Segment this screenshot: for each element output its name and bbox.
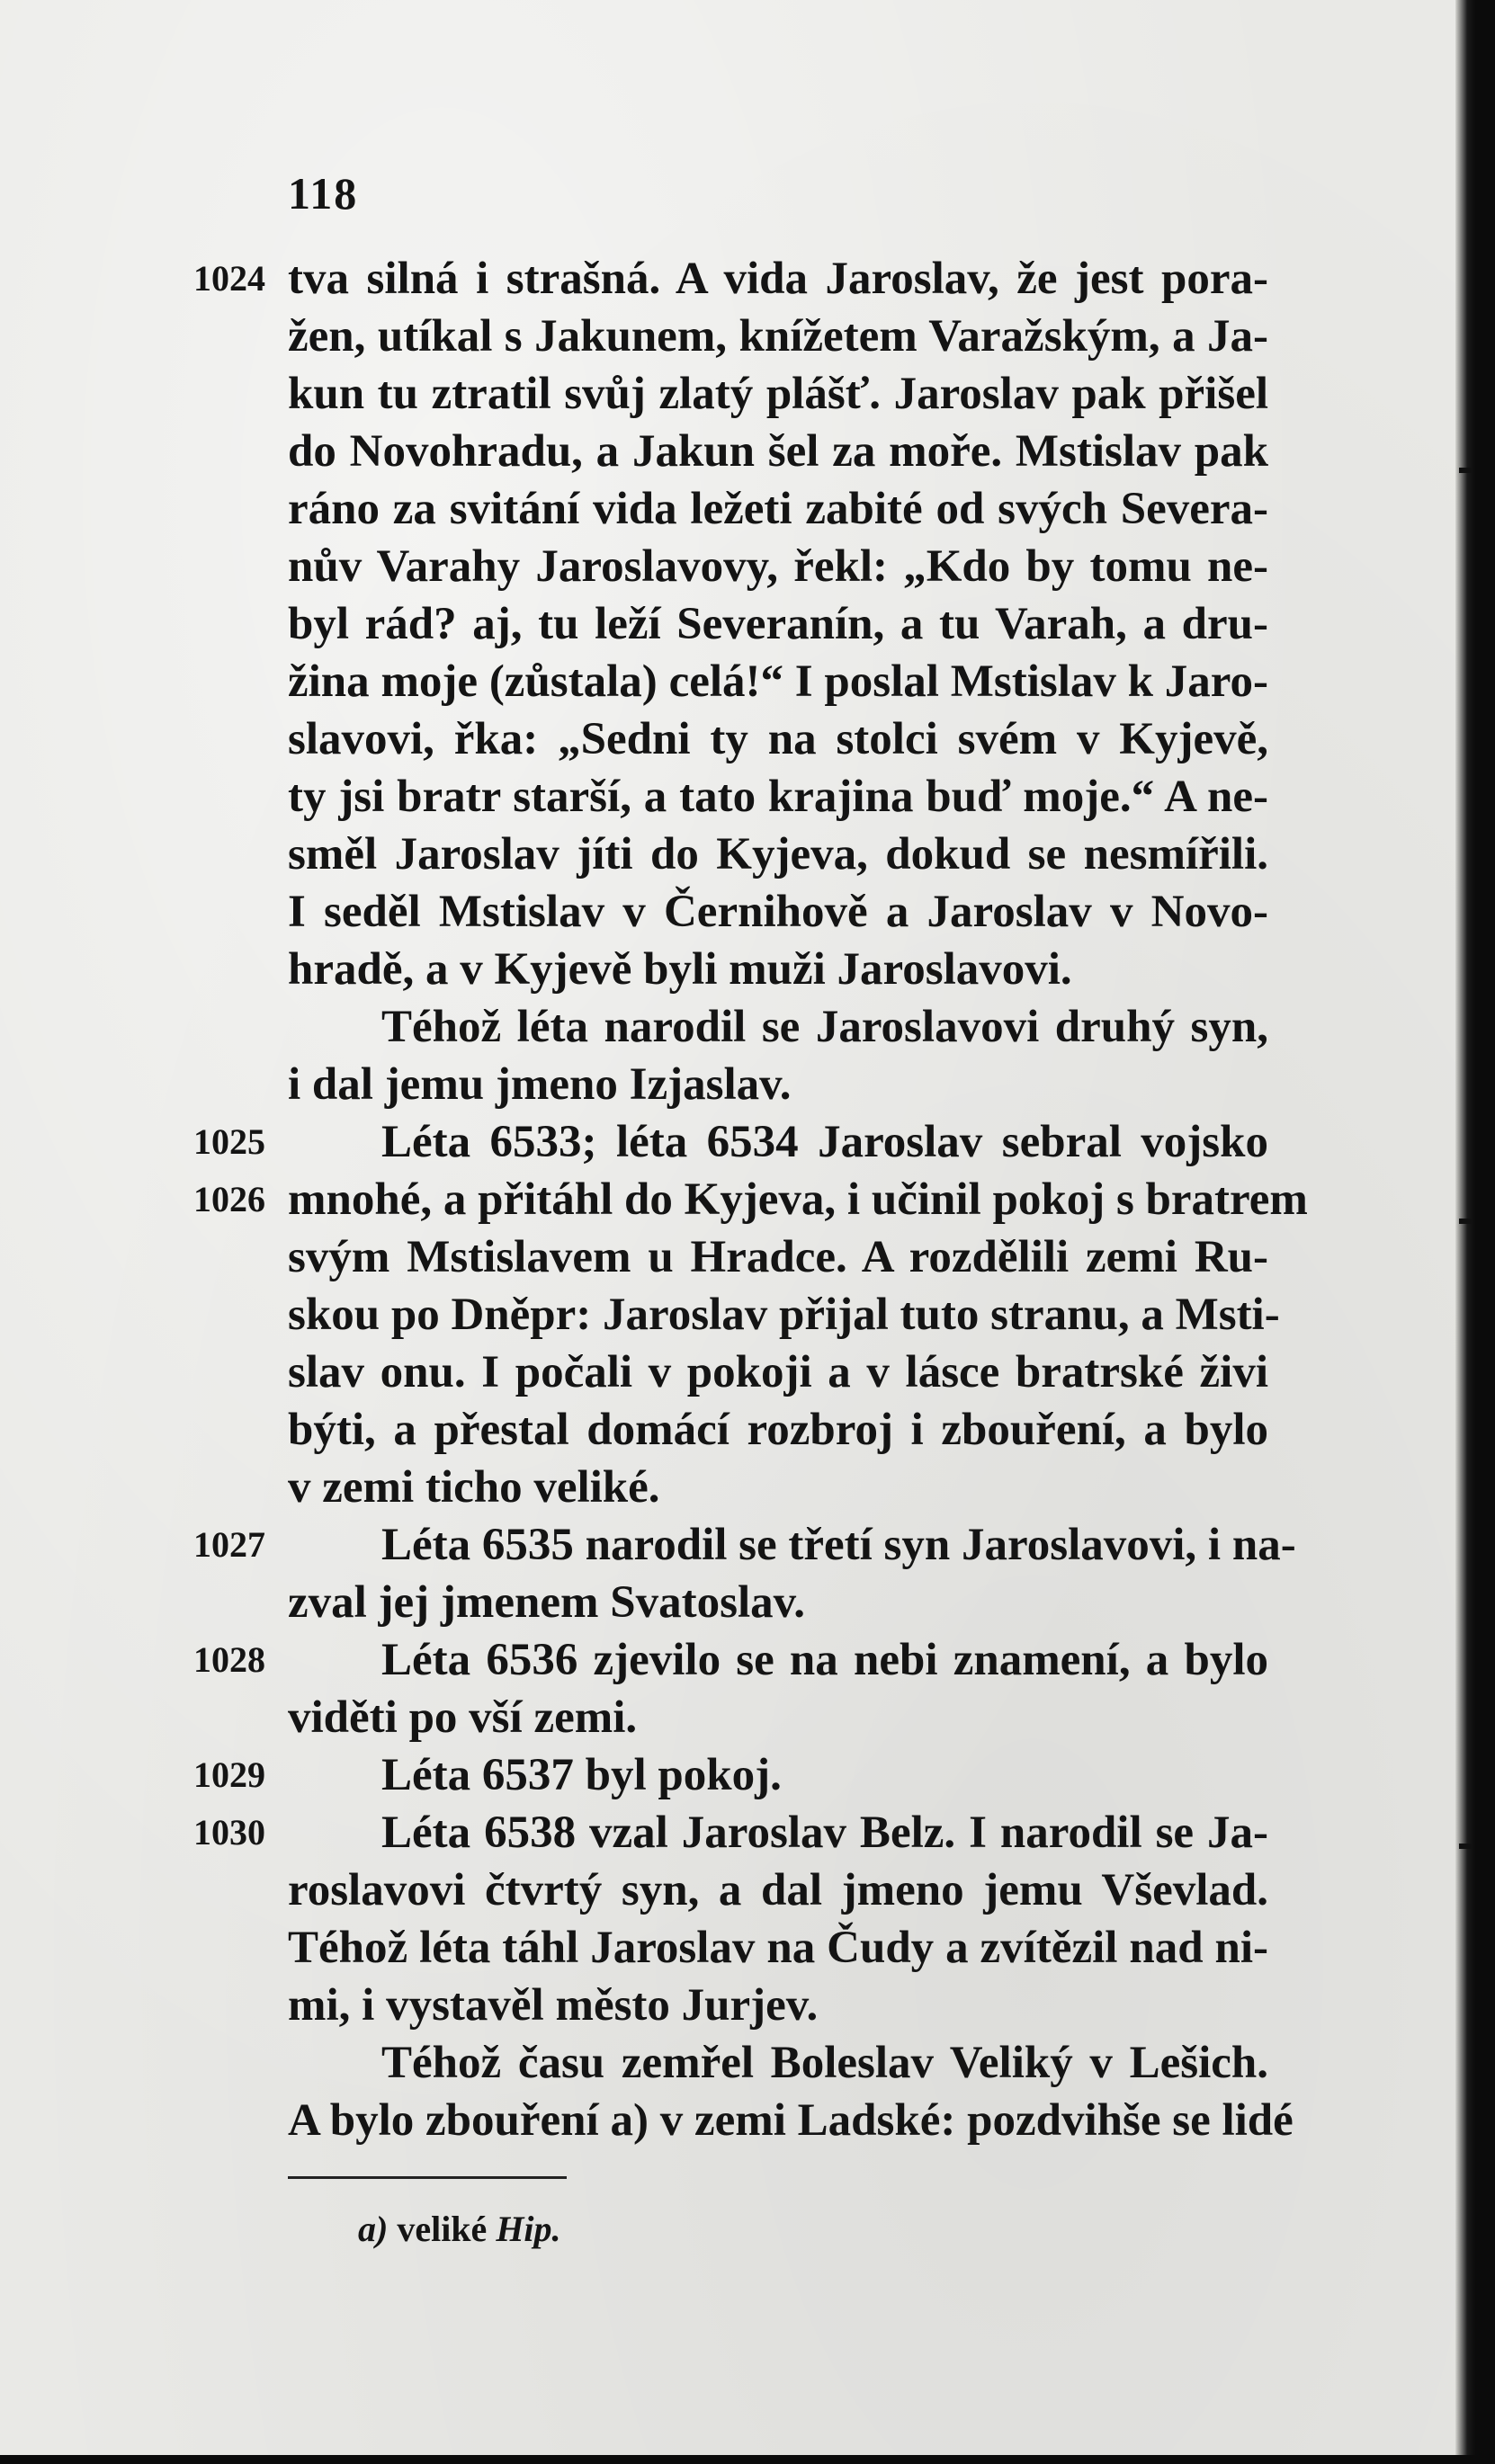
line-text: byl rád? aj, tu leží Severanín, a tu Varah, a dru-	[288, 599, 1268, 649]
line-text: mnohé, a přitáhl do Kyjeva, i učinil pokoj s bratrem	[288, 1174, 1308, 1225]
text-line	[288, 883, 1268, 941]
line-text: Téhož léta táhl Jaroslav na Čudy a zvítězil nad ni-	[288, 1923, 1268, 1973]
line-text: kun tu ztratil svůj zlatý plášť. Jaroslav pak přišel	[288, 369, 1268, 419]
line-text: skou po Dněpr: Jaroslav přijal tuto stranu, a Msti-	[288, 1290, 1280, 1340]
line-text: do Novohradu, a Jakun šel za moře. Mstislav pak	[288, 426, 1268, 477]
text-line	[288, 1056, 1268, 1113]
text-line	[288, 1344, 1268, 1401]
line-text: býti, a přestal domácí rozbroj i zbouření, a bylo	[288, 1405, 1268, 1455]
text-line	[193, 1746, 1268, 1804]
text-line	[288, 365, 1268, 423]
text-line	[288, 308, 1268, 365]
line-text: Léta 6533; léta 6534 Jaroslav sebral vojsko	[381, 1117, 1268, 1167]
text-line	[288, 710, 1268, 768]
text-line	[288, 538, 1268, 595]
text-line	[288, 768, 1268, 826]
text-line	[288, 1459, 1268, 1516]
line-text: slav onu. I počali v pokoji a v lásce bratrské živi	[288, 1347, 1268, 1397]
line-text: Léta 6535 narodil se třetí syn Jaroslavovi, i na-	[381, 1520, 1296, 1570]
line-text: tva silná i strašná. A vida Jaroslav, že jest pora-	[288, 254, 1268, 304]
text-line	[288, 1574, 1268, 1631]
text-line	[193, 1171, 1308, 1228]
line-text: svým Mstislavem u Hradce. A rozdělili zemi Ru-	[288, 1232, 1268, 1282]
text-line	[288, 1689, 1268, 1746]
page-number: 118	[288, 168, 359, 219]
line-text: mi, i vystavěl město Jurjev.	[288, 1980, 819, 2031]
margin-year: 1025	[193, 1121, 265, 1162]
line-text: zval jej jmenem Svatoslav.	[288, 1577, 806, 1628]
text-line	[288, 595, 1268, 653]
text-line	[193, 1631, 1268, 1689]
line-text: směl Jaroslav jíti do Kyjeva, dokud se nesmířili.	[288, 829, 1268, 879]
text-line	[288, 1401, 1268, 1459]
line-text: žina moje (zůstala) celá!“ I poslal Mstislav k Jaro-	[288, 656, 1268, 707]
line-text: ty jsi bratr starší, a tato krajina buď moje.“ A ne-	[288, 772, 1268, 822]
line-text: Téhož léta narodil se Jaroslavovi druhý syn,	[381, 1002, 1268, 1052]
edge-mark	[1459, 1844, 1472, 1849]
margin-year: 1030	[193, 1812, 265, 1852]
line-text: nův Varahy Jaroslavovy, řekl: „Kdo by tomu ne-	[288, 541, 1268, 592]
line-text: v zemi ticho veliké.	[288, 1462, 660, 1513]
margin-year: 1028	[193, 1639, 265, 1680]
line-text: roslavovi čtvrtý syn, a dal jmeno jemu Vševlad.	[288, 1865, 1268, 1915]
text-line	[288, 1861, 1268, 1919]
footnote	[358, 2208, 561, 2250]
text-line	[288, 1919, 1268, 1977]
line-text: Téhož času zemřel Boleslav Veliký v Lešich.	[381, 2038, 1268, 2088]
book-spine-edge	[1455, 0, 1475, 2455]
text-line	[288, 941, 1268, 998]
line-text: Léta 6536 zjevilo se na nebi znamení, a bylo	[381, 1635, 1268, 1685]
body-text	[193, 250, 1308, 2149]
text-line	[288, 2092, 1294, 2149]
line-text: slavovi, řka: „Sedni ty na stolci svém v Kyjevě,	[288, 714, 1268, 764]
line-text: ráno za svitání vida ležeti zabité od svých Severa-	[288, 484, 1268, 534]
margin-year: 1027	[193, 1524, 265, 1565]
text-line	[288, 653, 1268, 710]
line-text: Léta 6538 vzal Jaroslav Belz. I narodil se Ja-	[381, 1808, 1268, 1858]
edge-mark	[1459, 468, 1472, 473]
text-line	[288, 2034, 1268, 2092]
line-text: I seděl Mstislav v Černihově a Jaroslav v Novo-	[288, 887, 1268, 937]
line-text: žen, utíkal s Jakunem, knížetem Varažským, a Ja-	[288, 311, 1268, 362]
text-line	[288, 1286, 1280, 1344]
text-line	[193, 1804, 1268, 1861]
edge-mark	[1459, 1219, 1472, 1224]
text-line	[193, 250, 1268, 308]
footnote-rule	[288, 2176, 567, 2179]
text-line	[288, 423, 1268, 480]
footnote-label: a)	[358, 2209, 389, 2249]
line-text: Léta 6537 byl pokoj.	[381, 1750, 782, 1800]
text-line	[193, 1516, 1296, 1574]
line-text: i dal jemu jmeno Izjaslav.	[288, 1059, 792, 1110]
footnote-text: veliké	[397, 2209, 488, 2249]
margin-year: 1026	[193, 1179, 265, 1219]
footnote-source: Hip.	[496, 2209, 561, 2249]
text-line	[288, 480, 1268, 538]
line-text: viděti po vší zemi.	[288, 1692, 638, 1743]
text-line	[288, 1228, 1268, 1286]
margin-year: 1029	[193, 1754, 265, 1795]
text-line	[288, 826, 1268, 883]
margin-year: 1024	[193, 258, 265, 299]
text-line	[193, 1113, 1268, 1171]
line-text: hradě, a v Kyjevě byli muži Jaroslavovi.	[288, 944, 1072, 995]
line-text: A bylo zbouření a) v zemi Ladské: pozdvihše se lidé	[288, 2095, 1294, 2146]
text-line	[288, 1977, 1268, 2034]
text-line	[288, 998, 1268, 1056]
